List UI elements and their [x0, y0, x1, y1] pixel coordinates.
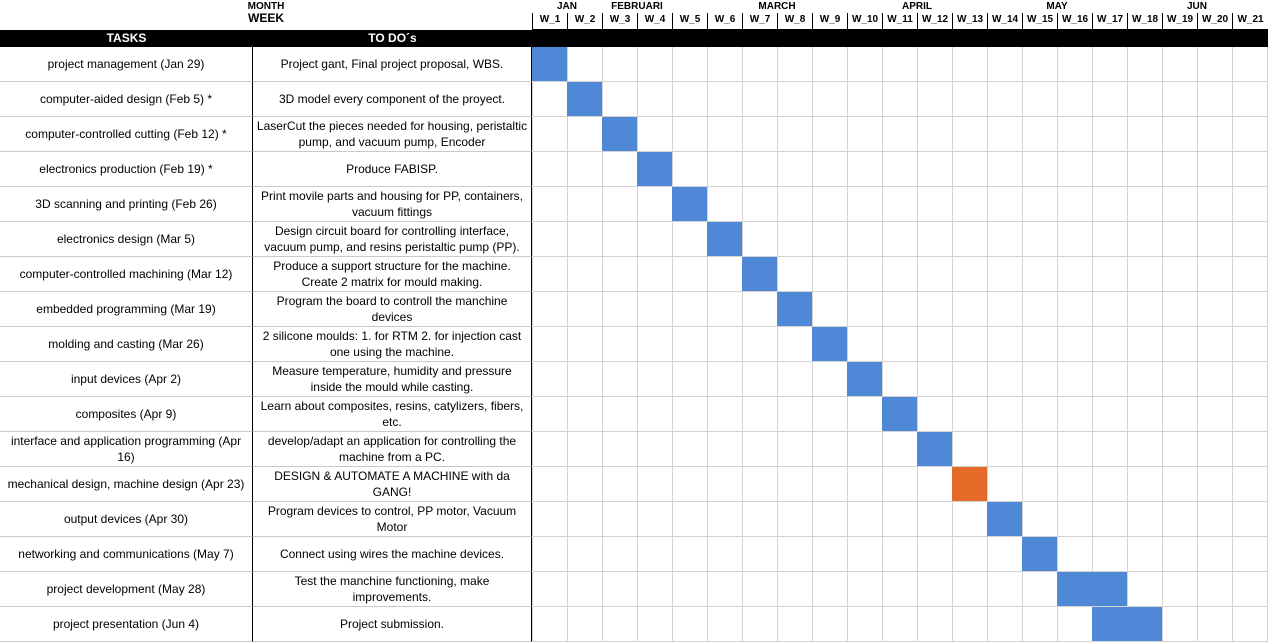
- week-label: W_13: [952, 13, 987, 30]
- todo-label: Design circuit board for controlling interface, vacuum pump, and resins peristaltic pump (PP).: [253, 222, 532, 257]
- task-label: input devices (Apr 2): [0, 362, 253, 397]
- gantt-bar: [637, 152, 672, 186]
- week-label: W_16: [1057, 13, 1092, 30]
- todo-label: Produce FABISP.: [253, 152, 532, 187]
- week-label: W_4: [637, 13, 672, 30]
- grid-vline: [707, 47, 708, 642]
- week-label: W_21: [1232, 13, 1268, 30]
- gantt-bar: [1092, 572, 1127, 606]
- grid-hline: [532, 81, 1268, 82]
- todo-label: Program the board to controll the manchine devices: [253, 292, 532, 327]
- week-label: W_9: [812, 13, 847, 30]
- month-label: MARCH: [758, 1, 796, 12]
- week-label: W_19: [1162, 13, 1197, 30]
- task-label: electronics production (Feb 19) *: [0, 152, 253, 187]
- task-label: embedded programming (Mar 19): [0, 292, 253, 327]
- week-label: W_14: [987, 13, 1022, 30]
- grid-hline: [532, 221, 1268, 222]
- month-label: JUN: [1186, 1, 1207, 12]
- week-label: W_18: [1127, 13, 1162, 30]
- week-label: W_15: [1022, 13, 1057, 30]
- gantt-bar: [847, 362, 882, 396]
- todo-label: LaserCut the pieces needed for housing, peristaltic pump, and vacuum pump, Encoder: [253, 117, 532, 152]
- grid-hline: [532, 501, 1268, 502]
- gantt-bar: [917, 432, 952, 466]
- week-label: W_20: [1197, 13, 1232, 30]
- grid-hline: [532, 326, 1268, 327]
- grid-vline: [742, 47, 743, 642]
- task-label: interface and application programming (Apr 16): [0, 432, 253, 467]
- grid-hline: [532, 291, 1268, 292]
- week-label: W_1: [532, 13, 567, 30]
- todo-label: Project submission.: [253, 607, 532, 642]
- grid-vline: [532, 47, 533, 642]
- task-label: project development (May 28): [0, 572, 253, 607]
- grid-hline: [532, 641, 1268, 642]
- grid-hline: [532, 256, 1268, 257]
- gantt-bar: [602, 117, 637, 151]
- column-header-bar: [0, 30, 1268, 47]
- grid-vline: [1197, 47, 1198, 642]
- gantt-bar: [672, 187, 707, 221]
- todos-column-header: TO DO´s: [368, 31, 417, 45]
- task-label: computer-controlled cutting (Feb 12) *: [0, 117, 253, 152]
- task-label: 3D scanning and printing (Feb 26): [0, 187, 253, 222]
- task-label: electronics design (Mar 5): [0, 222, 253, 257]
- grid-vline: [1057, 47, 1058, 642]
- todo-label: Program devices to control, PP motor, Vacuum Motor: [253, 502, 532, 537]
- grid-hline: [532, 116, 1268, 117]
- gantt-bar: [532, 47, 567, 81]
- week-label: W_12: [917, 13, 952, 30]
- grid-vline: [1232, 47, 1233, 642]
- highlight-bar: [952, 467, 987, 501]
- gantt-bar: [1022, 537, 1057, 571]
- task-label: output devices (Apr 30): [0, 502, 253, 537]
- month-label: FEBRUARI: [611, 1, 663, 12]
- task-label: molding and casting (Mar 26): [0, 327, 253, 362]
- task-label: project management (Jan 29): [0, 47, 253, 82]
- grid-hline: [532, 361, 1268, 362]
- todo-label: Measure temperature, humidity and pressure inside the mould while casting.: [253, 362, 532, 397]
- week-label: W_17: [1092, 13, 1127, 30]
- task-label: computer-aided design (Feb 5) *: [0, 82, 253, 117]
- todo-label: develop/adapt an application for controlling the machine from a PC.: [253, 432, 532, 467]
- grid-vline: [1092, 47, 1093, 642]
- task-label: composites (Apr 9): [0, 397, 253, 432]
- grid-vline: [672, 47, 673, 642]
- grid-vline: [952, 47, 953, 642]
- grid-vline: [882, 47, 883, 642]
- todo-label: Learn about composites, resins, catylizers, fibers, etc.: [253, 397, 532, 432]
- task-label: mechanical design, machine design (Apr 23): [0, 467, 253, 502]
- grid-vline: [637, 47, 638, 642]
- grid-vline: [1127, 47, 1128, 642]
- gantt-bar: [777, 292, 812, 326]
- month-label: JAN: [556, 1, 577, 12]
- week-label: W_2: [567, 13, 602, 30]
- grid-hline: [532, 571, 1268, 572]
- gantt-bar: [987, 502, 1022, 536]
- week-label: W_7: [742, 13, 777, 30]
- gantt-bar: [1127, 607, 1162, 641]
- gantt-bar: [1092, 607, 1127, 641]
- gantt-bar: [742, 257, 777, 291]
- tasks-column-header: TASKS: [106, 31, 147, 45]
- month-header-label: MONTH: [247, 1, 285, 12]
- todo-label: Test the manchine functioning, make improvements.: [253, 572, 532, 607]
- grid-hline: [532, 186, 1268, 187]
- week-label: W_8: [777, 13, 812, 30]
- todo-label: Project gant, Final project proposal, WBS.: [253, 47, 532, 82]
- todo-label: Connect using wires the machine devices.: [253, 537, 532, 572]
- grid-vline: [847, 47, 848, 642]
- grid-hline: [532, 466, 1268, 467]
- month-label: APRIL: [902, 1, 932, 12]
- gantt-bar: [882, 397, 917, 431]
- grid-vline: [987, 47, 988, 642]
- grid-vline: [567, 47, 568, 642]
- task-label: networking and communications (May 7): [0, 537, 253, 572]
- gantt-bar: [567, 82, 602, 116]
- grid-vline: [777, 47, 778, 642]
- gantt-bar: [812, 327, 847, 361]
- week-label: W_5: [672, 13, 707, 30]
- task-label: computer-controlled machining (Mar 12): [0, 257, 253, 292]
- grid-vline: [917, 47, 918, 642]
- gantt-bar: [1057, 572, 1092, 606]
- week-label: W_11: [882, 13, 917, 30]
- month-label: MAY: [1046, 1, 1068, 12]
- task-label: project presentation (Jun 4): [0, 607, 253, 642]
- week-header-label: WEEK: [248, 11, 284, 25]
- todo-label: Print movile parts and housing for PP, containers, vacuum fittings: [253, 187, 532, 222]
- grid-vline: [1162, 47, 1163, 642]
- week-label: W_10: [847, 13, 882, 30]
- todo-label: 2 silicone moulds: 1. for RTM 2. for injection cast one using the machine.: [253, 327, 532, 362]
- grid-hline: [532, 536, 1268, 537]
- week-label: W_6: [707, 13, 742, 30]
- todo-label: DESIGN & AUTOMATE A MACHINE with da GANG!: [253, 467, 532, 502]
- grid-hline: [532, 431, 1268, 432]
- gantt-bar: [707, 222, 742, 256]
- todo-label: Produce a support structure for the machine. Create 2 matrix for mould making.: [253, 257, 532, 292]
- week-label: W_3: [602, 13, 637, 30]
- todo-label: 3D model every component of the proyect.: [253, 82, 532, 117]
